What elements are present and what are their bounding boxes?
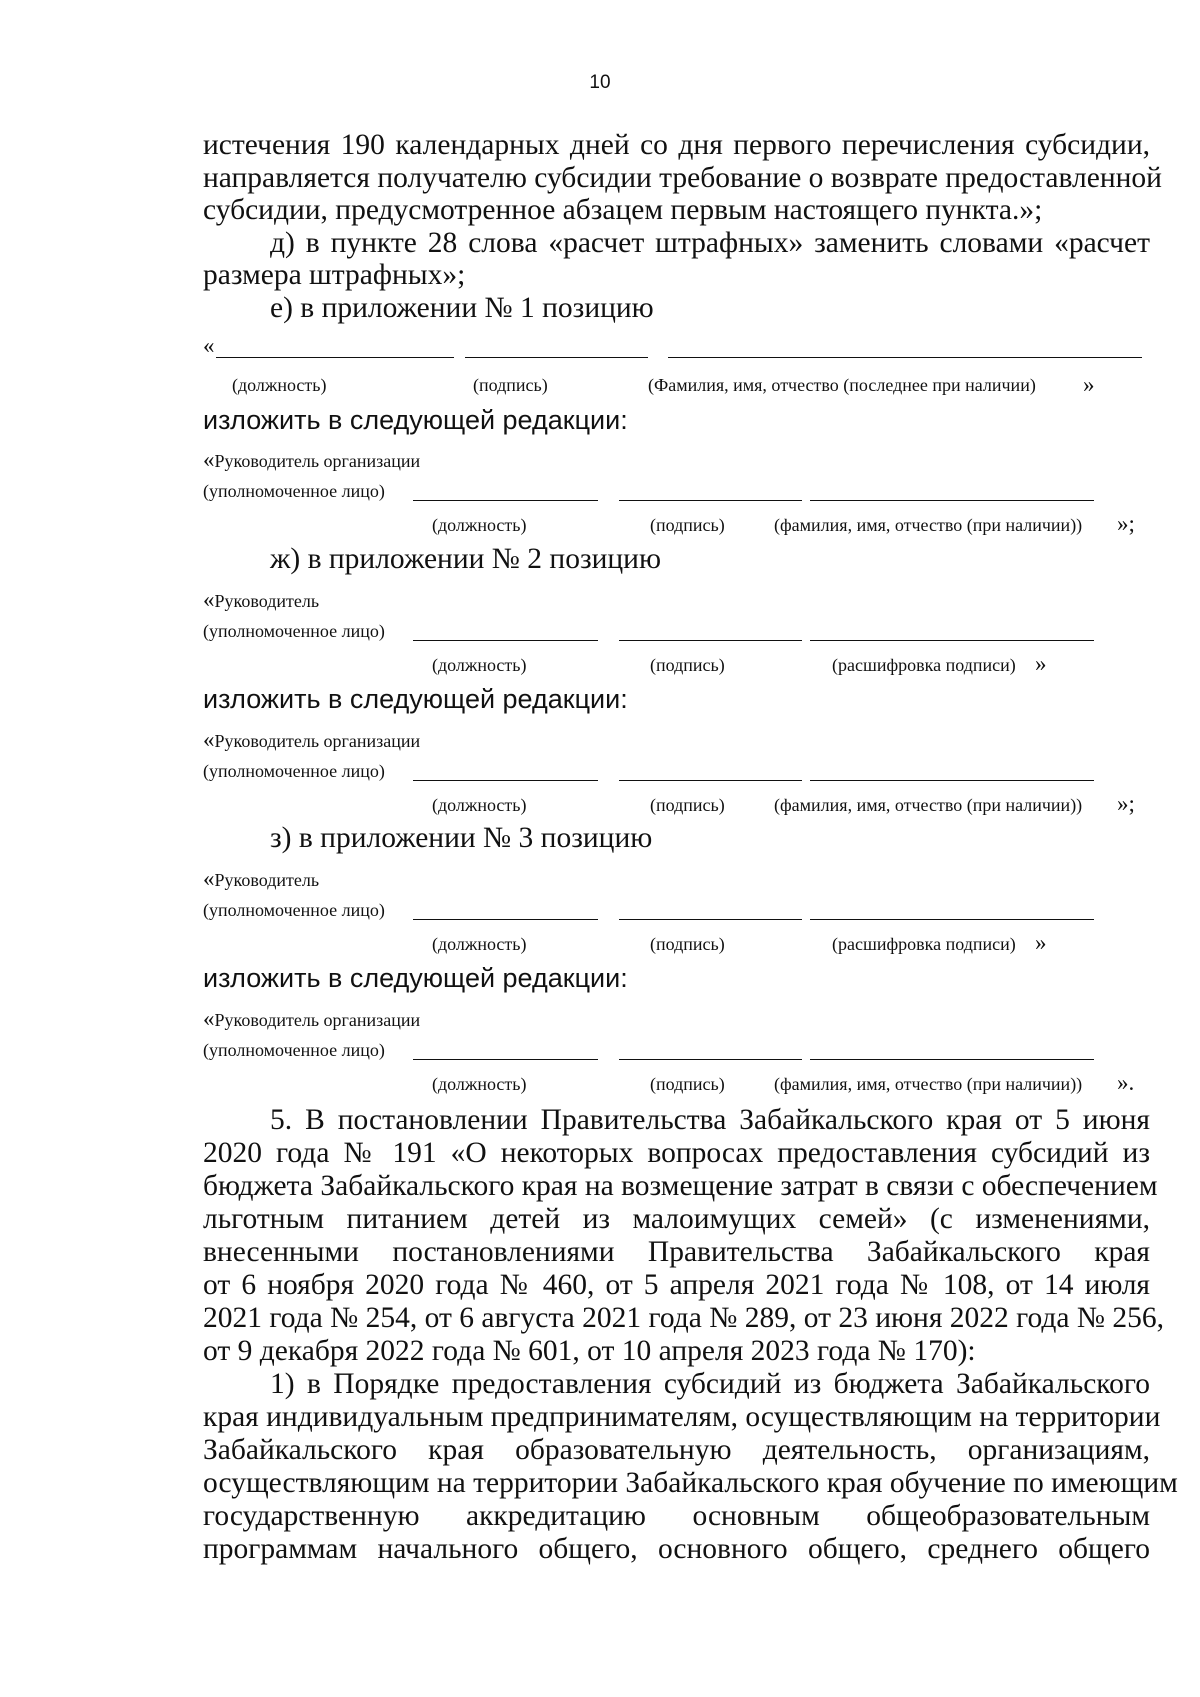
position-line [413,919,598,920]
quote-open: « [203,333,215,358]
position-line [413,640,598,641]
text-line: 2020 года № 191 «О некоторых вопросах предоставления субсидий из [203,1137,1150,1169]
signature-caption: (подпись) [650,1074,725,1094]
position-caption: (должность) [432,1074,527,1094]
text-line: размера штрафных»; [203,259,466,291]
position-line [216,357,454,358]
replace-text: изложить в следующей редакции: [203,684,628,714]
signature-caption: (подпись) [650,795,725,815]
name-line [810,500,1094,501]
paragraph-e: е) в приложении № 1 позицию [270,292,654,324]
authorized-caption: (уполномоченное лицо) [203,621,385,641]
signature-line [619,1059,802,1060]
authorized-caption: (уполномоченное лицо) [203,900,385,920]
name-caption: (Фамилия, имя, отчество (последнее при наличии) [648,375,1036,395]
position-caption: (должность) [432,934,527,954]
position-line [413,500,598,501]
end-mark: »; [1117,511,1135,536]
text-line: субсидии, предусмотренное абзацем первым настоящего пункта.»; [203,194,1043,226]
decode-caption: (расшифровка подписи) [832,934,1016,954]
text-line: программам начального общего, основного общего, среднего общего [203,1533,1150,1565]
text-line: 2021 года № 254, от 6 августа 2021 года № 289, от 23 июня 2022 года № 256, [203,1302,1165,1334]
position-caption: (должность) [432,795,527,815]
signature-caption: (подпись) [650,934,725,954]
signature-caption: (подпись) [650,655,725,675]
signature-line [619,640,802,641]
position-caption: (должность) [432,655,527,675]
text-line: от 6 ноября 2020 года № 460, от 5 апреля 2021 года № 108, от 14 июля [203,1269,1150,1301]
text-line: 5. В постановлении Правительства Забайкальского края от 5 июня [270,1104,1150,1136]
position-caption: (должность) [232,375,327,395]
end-mark: ». [1117,1070,1135,1095]
name-line [810,640,1094,641]
authorized-caption: (уполномоченное лицо) [203,481,385,501]
signature-line [619,500,802,501]
name-line [810,780,1094,781]
replace-text: изложить в следующей редакции: [203,963,628,993]
signature-line [619,919,802,920]
paragraph-zh: ж) в приложении № 2 позицию [270,543,662,575]
position-line [413,780,598,781]
text-line: истечения 190 календарных дней со дня первого перечисления субсидии, [203,129,1150,161]
signature-line [465,357,648,358]
position-line [413,1059,598,1060]
name-line [810,919,1094,920]
page-number: 10 [589,72,611,93]
head-caption: «Руководитель [203,587,320,612]
quote-close: » [1035,651,1047,676]
name-caption: (фамилия, имя, отчество (при наличии)) [774,1074,1083,1094]
text-line: 1) в Порядке предоставления субсидий из бюджета Забайкальского [270,1368,1150,1400]
text-line: края индивидуальным предпринимателям, осуществляющим на территории [203,1401,1161,1433]
signature-caption: (подпись) [473,375,548,395]
text-line: льготным питанием детей из малоимущих семей» (с изменениями, [203,1203,1150,1235]
head-caption: «Руководитель [203,866,320,891]
quote-close: » [1083,372,1095,397]
head-caption: «Руководитель организации [203,447,421,472]
text-line: внесенными постановлениями Правительства Забайкальского края [203,1236,1150,1268]
text-line: от 9 декабря 2022 года № 601, от 10 апреля 2023 года № 170): [203,1335,976,1367]
quote-close: » [1035,930,1047,955]
text-line: Забайкальского края образовательную деятельность, организациям, [203,1434,1150,1466]
signature-line [619,780,802,781]
replace-text: изложить в следующей редакции: [203,405,628,435]
text-line: осуществляющим на территории Забайкальского края обучение по имеющим [203,1467,1178,1499]
signature-caption: (подпись) [650,515,725,535]
text-line: д) в пункте 28 слова «расчет штрафных» заменить словами «расчет [270,227,1150,259]
decode-caption: (расшифровка подписи) [832,655,1016,675]
authorized-caption: (уполномоченное лицо) [203,761,385,781]
text-line: направляется получателю субсидии требование о возврате предоставленной [203,162,1162,194]
name-caption: (фамилия, имя, отчество (при наличии)) [774,515,1083,535]
name-line [668,357,1142,358]
name-line [810,1059,1094,1060]
text-line: бюджета Забайкальского края на возмещение затрат в связи с обеспечением [203,1170,1158,1202]
name-caption: (фамилия, имя, отчество (при наличии)) [774,795,1083,815]
head-caption: «Руководитель организации [203,727,421,752]
authorized-caption: (уполномоченное лицо) [203,1040,385,1060]
paragraph-z: з) в приложении № 3 позицию [270,822,653,854]
position-caption: (должность) [432,515,527,535]
end-mark: »; [1117,791,1135,816]
text-line: государственную аккредитацию основным общеобразовательным [203,1500,1150,1532]
head-caption: «Руководитель организации [203,1006,421,1031]
